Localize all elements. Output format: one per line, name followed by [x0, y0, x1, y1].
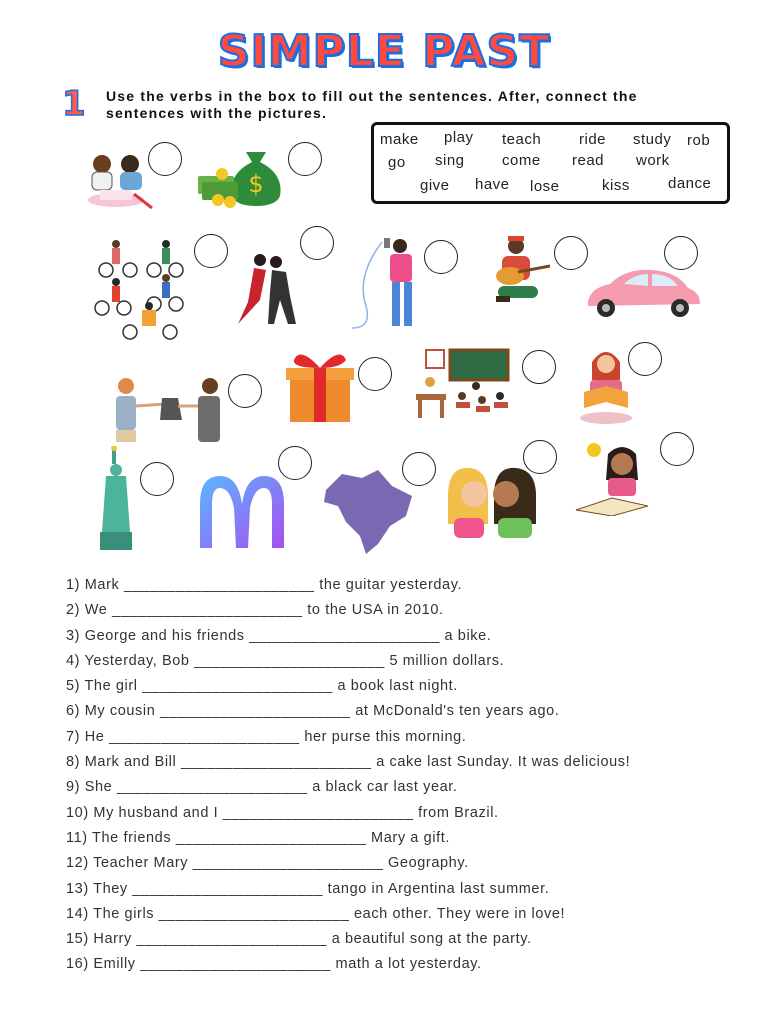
verb: ride	[579, 131, 607, 148]
sentence: 14) The girls ______________________ each other. They were in love!	[66, 905, 566, 922]
worksheet-title: SIMPLE PAST	[217, 26, 551, 77]
answer-circle[interactable]	[288, 142, 322, 176]
money-bag-picture	[196, 140, 286, 208]
verb: lose	[530, 178, 560, 195]
verb: teach	[502, 131, 542, 148]
sentence: 7) He ______________________ her purse this morning.	[66, 728, 467, 745]
verb: give	[420, 177, 450, 194]
answer-circle[interactable]	[522, 350, 556, 384]
verb: play	[444, 129, 474, 146]
sentence: 5) The girl ______________________ a book last night.	[66, 678, 458, 695]
girl-reading-picture	[578, 346, 634, 426]
answer-circle[interactable]	[148, 142, 182, 176]
sentence: 16) Emilly ______________________ math a lot yesterday.	[66, 956, 482, 973]
answer-circle[interactable]	[554, 236, 588, 270]
verb: have	[475, 176, 510, 193]
answer-circle[interactable]	[278, 446, 312, 480]
sentence: 13) They ______________________ tango in Argentina last summer.	[66, 880, 550, 897]
answer-circle[interactable]	[628, 342, 662, 376]
classroom-picture	[412, 346, 510, 426]
answer-circle[interactable]	[424, 240, 458, 274]
verb: kiss	[602, 177, 630, 194]
sentence: 4) Yesterday, Bob ______________________ 5 million dollars.	[66, 652, 505, 669]
verb: come	[502, 152, 541, 169]
sentence: 8) Mark and Bill ______________________ a cake last Sunday. It was delicious!	[66, 754, 631, 771]
girl-studying-picture	[572, 440, 652, 516]
svg-text:$: $	[248, 170, 264, 198]
sentence: 10) My husband and I ______________________ from Brazil.	[66, 804, 499, 821]
verb: work	[636, 152, 670, 169]
singer-picture	[346, 236, 430, 332]
pink-car-picture	[582, 266, 704, 320]
answer-circle[interactable]	[358, 357, 392, 391]
statue-of-liberty-picture	[96, 446, 136, 552]
sentence: 15) Harry ______________________ a beautiful song at the party.	[66, 931, 532, 948]
sentence: 9) She ______________________ a black car last year.	[66, 779, 458, 796]
tango-dancers-picture	[230, 252, 304, 328]
verb-box	[371, 122, 730, 204]
exercise-number: 1	[62, 84, 86, 124]
robbery-picture	[106, 376, 226, 446]
sentence: 3) George and his friends ______________________ a bike.	[66, 627, 492, 644]
verb: sing	[435, 152, 465, 169]
answer-circle[interactable]	[140, 462, 174, 496]
answer-circle[interactable]	[660, 432, 694, 466]
friends-riding-bikes-picture	[92, 236, 188, 346]
girls-kissing-picture	[444, 466, 538, 538]
verb: read	[572, 152, 605, 169]
guitar-player-picture	[488, 236, 552, 306]
answer-circle[interactable]	[194, 234, 228, 268]
sentence: 1) Mark ______________________ the guitar yesterday.	[66, 577, 463, 593]
verb: make	[380, 131, 419, 148]
answer-circle[interactable]	[300, 226, 334, 260]
sentence: 6) My cousin ______________________ at McDonald's ten years ago.	[66, 703, 560, 720]
sentence: 2) We ______________________ to the USA in 2010.	[66, 602, 444, 619]
answer-circle[interactable]	[664, 236, 698, 270]
verb: go	[388, 154, 406, 171]
verb: study	[633, 131, 672, 148]
answer-circle[interactable]	[228, 374, 262, 408]
brazil-map-picture	[320, 466, 416, 556]
sentence: 12) Teacher Mary ______________________ Geography.	[66, 855, 469, 872]
sentence-list	[66, 575, 726, 980]
gift-box-picture	[286, 350, 354, 424]
exercise-instructions: Use the verbs in the box to fill out the sentences. After, connect the sentences with the pictures.	[106, 88, 638, 121]
answer-circle[interactable]	[402, 452, 436, 486]
verb: dance	[668, 175, 712, 192]
verb: rob	[687, 132, 711, 149]
answer-circle[interactable]	[523, 440, 557, 474]
sentence: 11) The friends ______________________ Mary a gift.	[66, 829, 450, 846]
couple-making-cake-picture	[76, 150, 156, 212]
mcdonalds-logo-picture	[196, 474, 288, 548]
